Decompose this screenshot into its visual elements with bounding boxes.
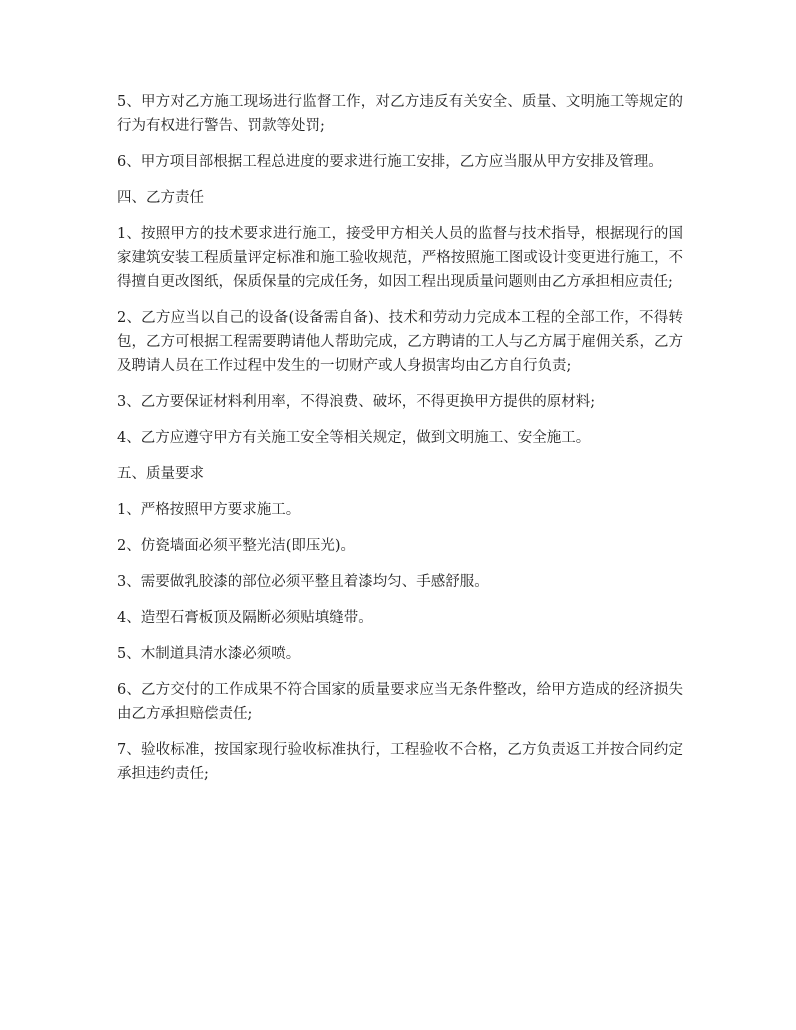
quality-item-4: 4、造型石膏板顶及隔断必须贴填缝带。 (117, 610, 373, 626)
quality-item-3: 3、需要做乳胶漆的部位必须平整且着漆均匀、手感舒服。 (117, 574, 489, 590)
quality-item-1: 1、严格按照甲方要求施工。 (117, 502, 301, 518)
section-heading-quality: 五、质量要求 (117, 466, 204, 482)
quality-item-6: 6、乙方交付的工作成果不符合国家的质量要求应当无条件整改，给甲方造成的经济损失由乙方承担赔偿责任; (117, 682, 683, 722)
quality-item-2: 2、仿瓷墙面必须平整光洁(即压光)。 (117, 538, 356, 554)
clause-3-materials: 3、乙方要保证材料利用率，不得浪费、破坏，不得更换甲方提供的原材料; (117, 394, 596, 410)
quality-item-5: 5、木制道具清水漆必须喷。 (117, 646, 301, 662)
section-heading-party-b-duties: 四、乙方责任 (117, 190, 204, 206)
clause-1-construction-standards: 1、按照甲方的技术要求进行施工，接受甲方相关人员的监督与技术指导，根据现行的国家建筑安装工程质量评定标准和施工验收规范，严格按照施工图或设计变更进行施工，不得擅自更改图纸，保质保量的完成任务，如因工程出现质量问题则由乙方承担相应责任; (117, 226, 683, 290)
clause-4-safety: 4、乙方应遵守甲方有关施工安全等相关规定，做到文明施工、安全施工。 (117, 430, 591, 446)
quality-item-7: 7、验收标准，按国家现行验收标准执行，工程验收不合格，乙方负责返工并按合同约定承担违约责任; (117, 742, 683, 782)
clause-6-schedule: 6、甲方项目部根据工程总进度的要求进行施工安排，乙方应当服从甲方安排及管理。 (117, 154, 663, 170)
document-body (117, 90, 683, 798)
clause-5-supervision: 5、甲方对乙方施工现场进行监督工作，对乙方违反有关安全、质量、文明施工等规定的行为有权进行警告、罚款等处罚; (117, 94, 683, 134)
clause-2-equipment-labor: 2、乙方应当以自己的设备(设备需自备)、技术和劳动力完成本工程的全部工作，不得转包，乙方可根据工程需要聘请他人帮助完成，乙方聘请的工人与乙方属于雇佣关系，乙方及聘请人员在工作过程中发生的一切财产或人身损害均由乙方自行负责; (117, 310, 683, 374)
